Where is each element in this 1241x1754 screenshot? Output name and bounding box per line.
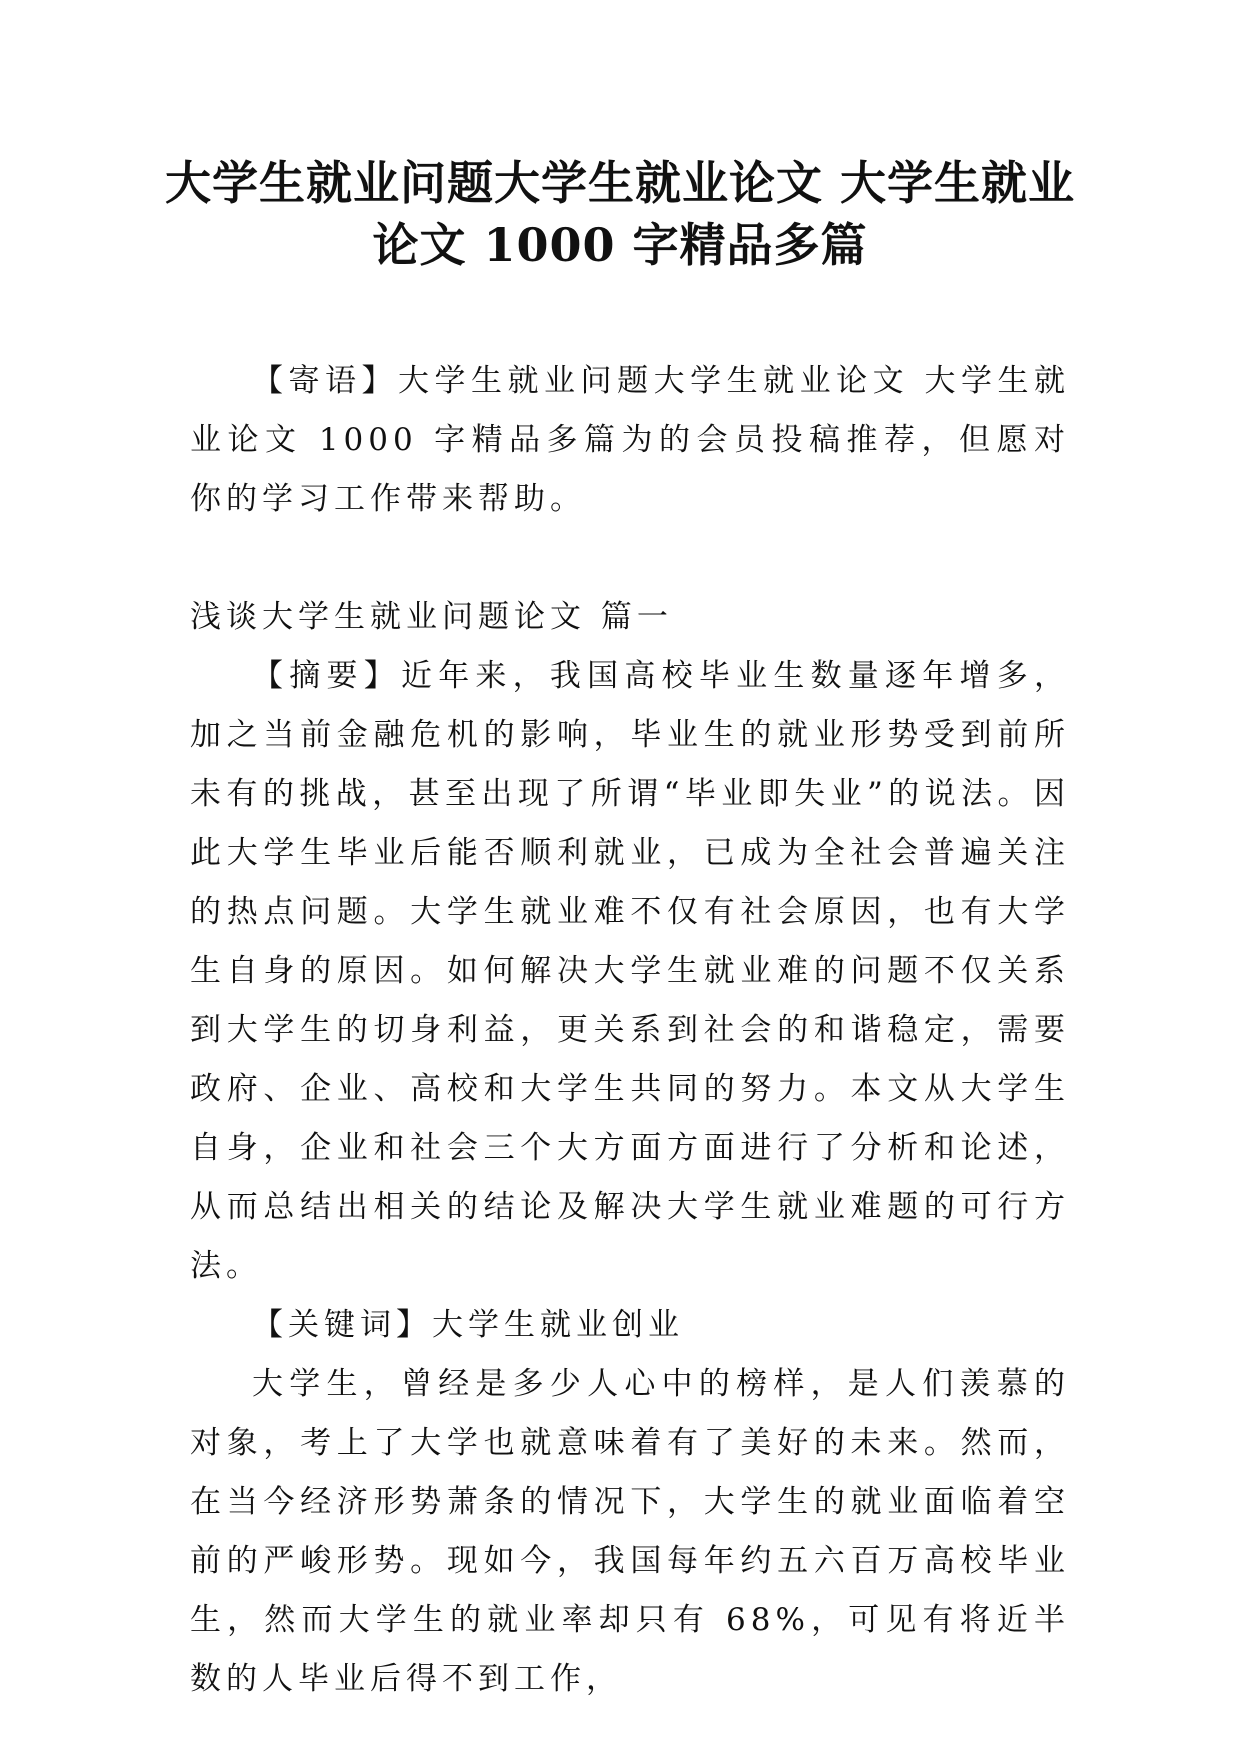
section-heading: 浅谈大学生就业问题论文 篇一 [190,599,673,635]
document-title: 大学生就业问题大学生就业论文 大学生就业论文 1000 字精品多篇 [164,156,1075,272]
abstract-paragraph: 【摘要】近年来，我国高校毕业生数量逐年增多，加之当前金融危机的影响，毕业生的就业形势受到前所未有的挑战，甚至出现了所谓“毕业即失业”的说法。因此大学生毕业后能否顺利就业，已成为全社会普遍关注的热点问题。大学生就业难不仅有社会原因，也有大学生自身的原因。如何解决大学生就业难的问题不仅关系到大学生的切身利益，更关系到社会的和谐稳定，需要政府、企业、高校和大学生共同的努力。本文从大学生自身，企业和社会三个大方面方面进行了分析和论述，从而总结出相关的结论及解决大学生就业难题的可行方法。 [190,658,1070,1284]
document-body [190,352,1070,1709]
intro-paragraph: 【寄语】大学生就业问题大学生就业论文 大学生就业论文 1000 字精品多篇为的会员投稿推荐，但愿对你的学习工作带来帮助。 [190,363,1070,517]
body-paragraph: 大学生，曾经是多少人心中的榜样，是人们羡慕的对象，考上了大学也就意味着有了美好的未来。然而，在当今经济形势萧条的情况下，大学生的就业面临着空前的严峻形势。现如今，我国每年约五六百万高校毕业生，然而大学生的就业率却只有 68%，可见有将近半数的人毕业后得不到工作， [190,1366,1070,1697]
keywords-line: 【关键词】大学生就业创业 [252,1307,684,1343]
paragraph-spacer [190,529,1070,588]
